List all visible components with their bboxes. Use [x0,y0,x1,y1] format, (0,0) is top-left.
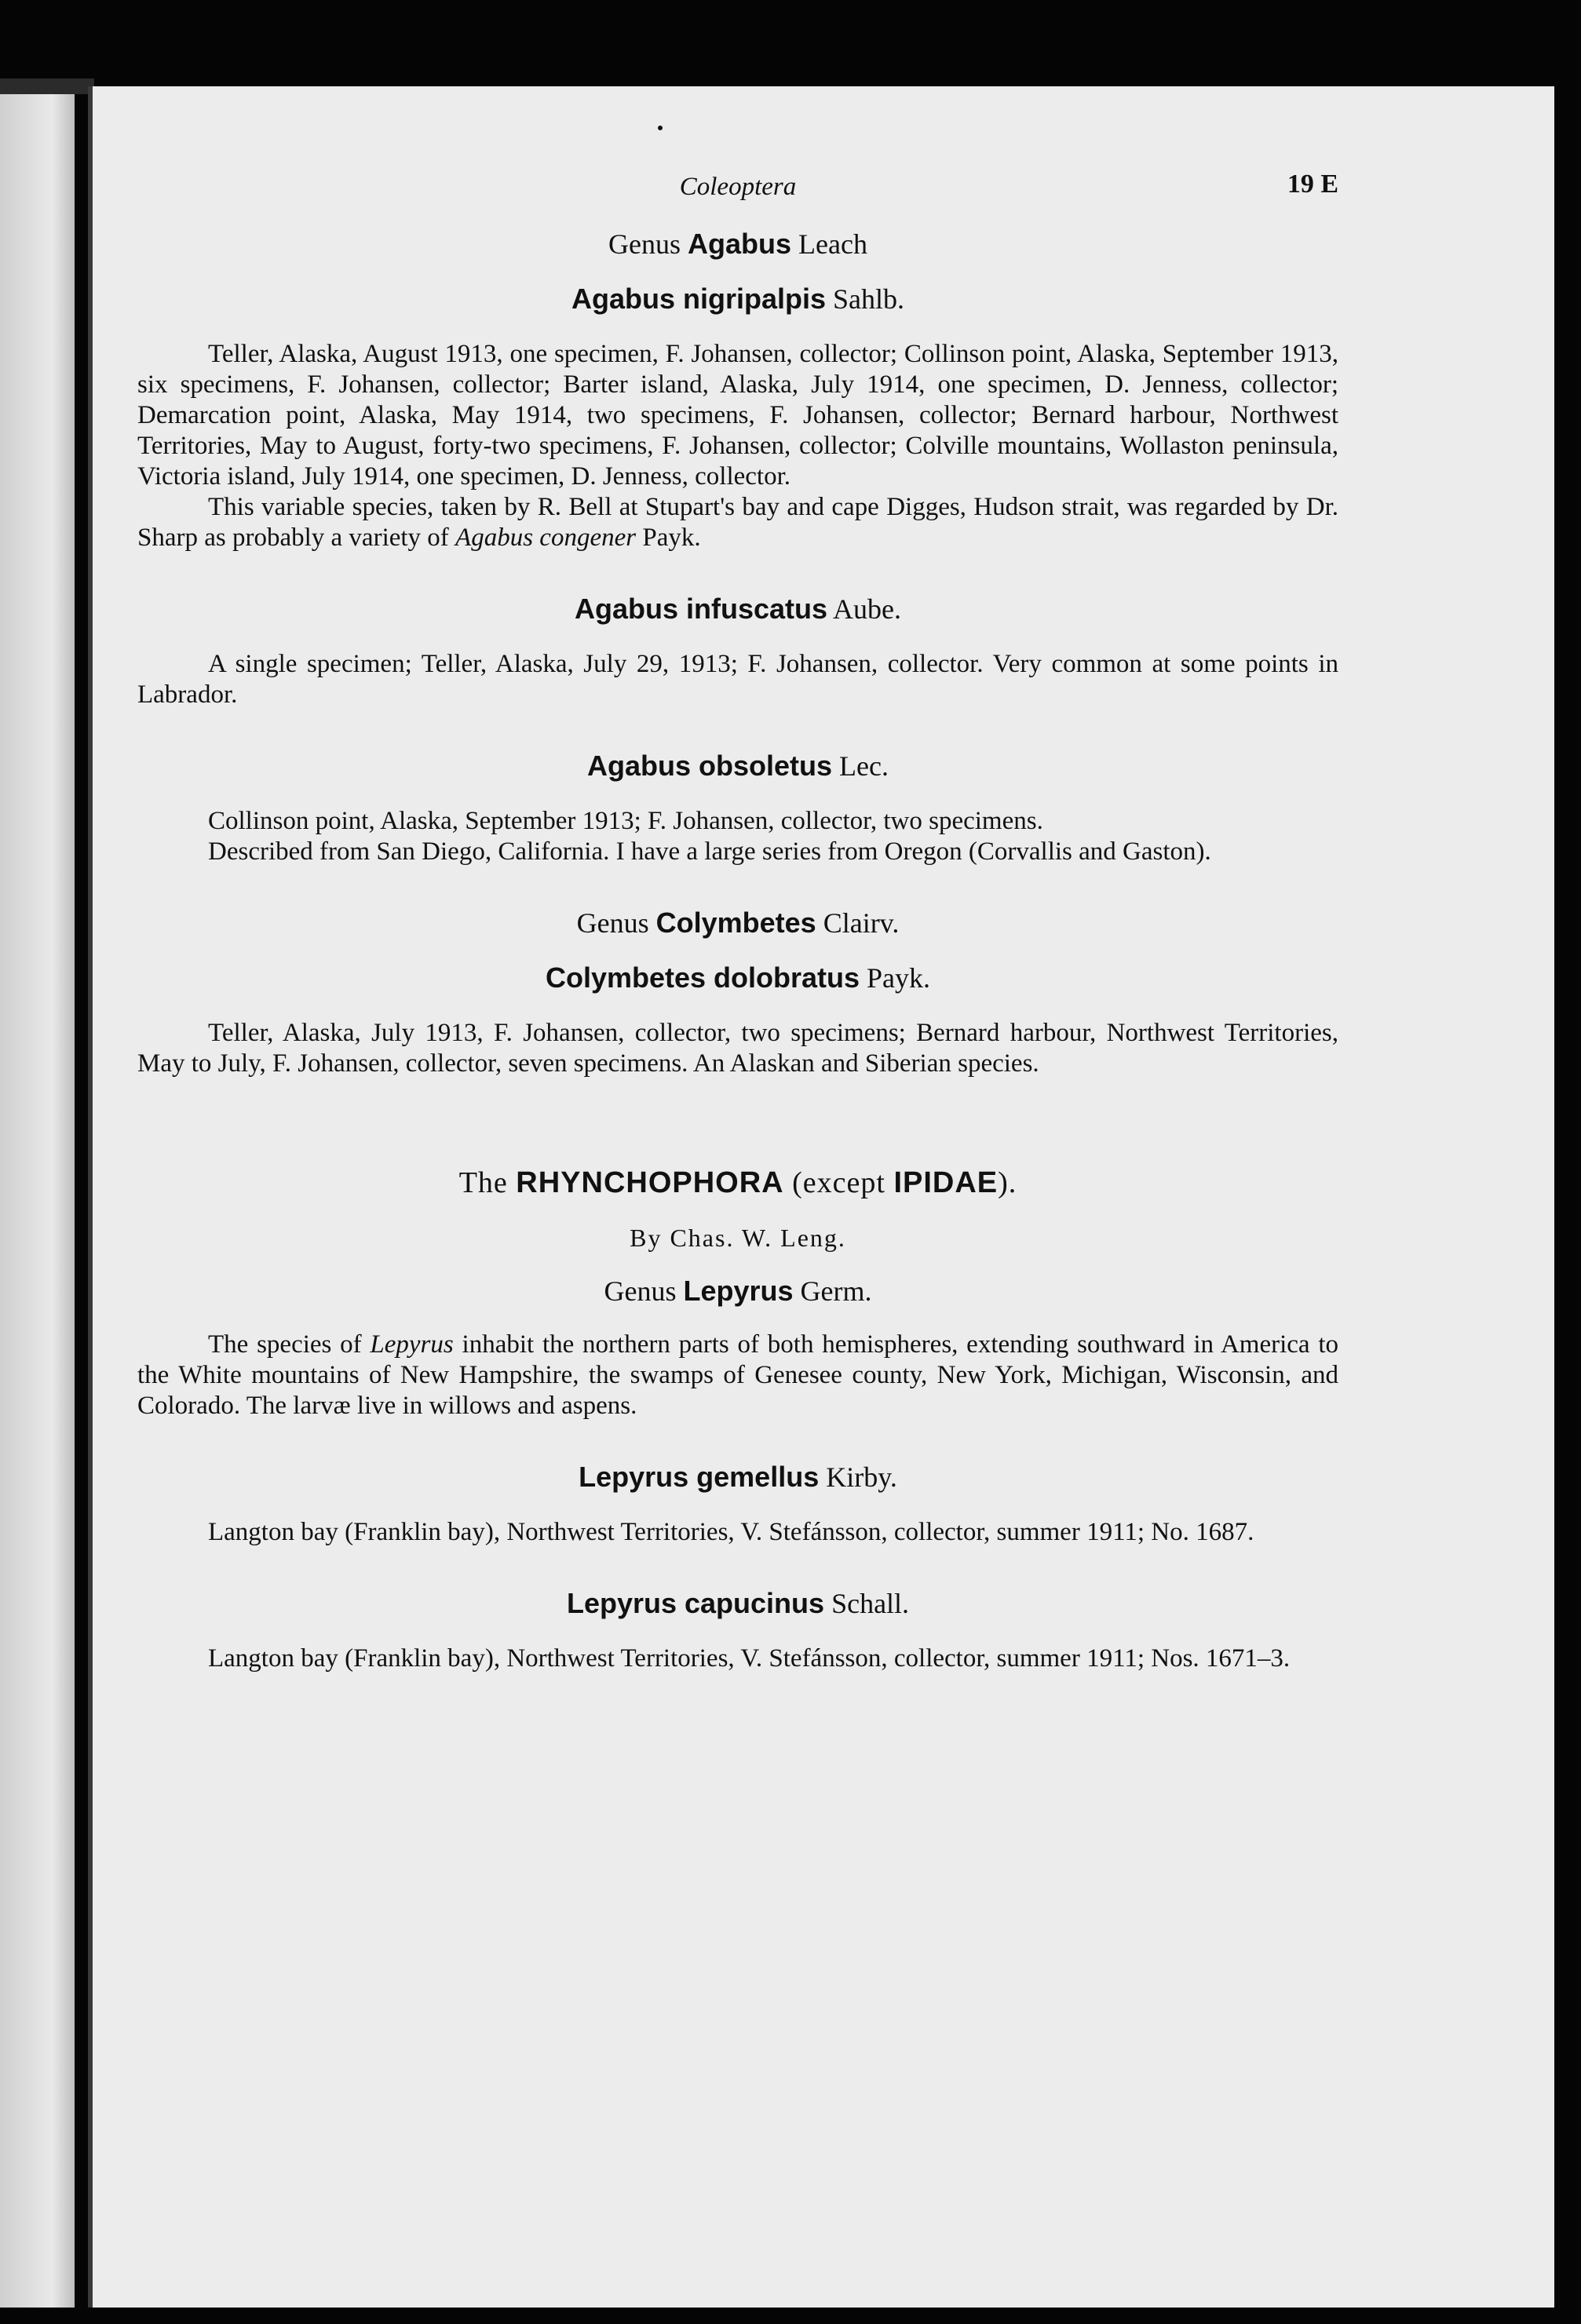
scan-speck [658,126,663,130]
author-byline: By Chas. W. Leng. [630,1224,846,1252]
species-name: Agabus obsoletus [587,750,833,782]
facing-page-rule [0,78,94,94]
section-prefix: The [458,1166,508,1199]
spacer [137,1548,1338,1579]
body-paragraph: Collinson point, Alaska, September 1913; F. Johansen, collector, two specimens. [208,807,1043,835]
species-name: Agabus nigripalpis [571,283,827,315]
spacer [137,710,1338,742]
genus-author: Germ. [800,1275,872,1307]
species-author: Sahlb. [833,283,905,315]
species-author: Aube. [833,593,902,625]
paragraph-group [137,1330,1338,1421]
spacer [137,553,1338,585]
body-paragraph: Described from San Diego, California. I have a large series from Oregon (Corvallis and Gaston). [208,837,1211,866]
genus-prefix: Genus [608,228,681,260]
section-name: RHYNCHOPHORA [516,1166,784,1199]
paragraph-group [137,1018,1338,1079]
body-paragraph: Langton bay (Franklin bay), Northwest Territories, V. Stefánsson, collector, summer 1911; Nos. 1671–3. [208,1644,1291,1673]
spacer [137,1079,1338,1111]
genus-name: Lepyrus [683,1275,794,1307]
species-name: Lepyrus capucinus [566,1587,825,1619]
spacer [137,867,1338,899]
page-number: 19 E [1287,170,1338,199]
species-heading [137,1587,1338,1620]
genus-author: Clairv. [823,907,900,939]
text-body [137,228,1338,1706]
facing-page-edge [0,78,75,2308]
spacer [137,1421,1338,1453]
body-paragraph: A single specimen; Teller, Alaska, July 29, 1913; F. Johansen, collector. Very common at some points in Labrador. [137,650,1338,709]
species-author: Payk. [867,962,931,994]
body-paragraph: Teller, Alaska, August 1913, one specimen, F. Johansen, collector; Collinson point, Alaska, September 1913, six specimens, F. Johansen, collector; Barter island, Alaska, July 1914, one specimen, D. Jenness, collector; Demarcation point, Alaska, May 1914, two specimens, F. Johansen, collector; Bernard harbour, Northwest Territories, May to August, forty-two specimens, F. Johansen, collector; Colville mountains, Wollaston peninsula, Victoria island, July 1914, one specimen, D. Jenness, collector. [137,340,1338,491]
genus-prefix: Genus [576,907,649,939]
species-name: Lepyrus gemellus [579,1461,820,1493]
genus-heading [137,907,1338,939]
running-title: Coleoptera [679,173,797,201]
page-content [137,165,1338,1706]
section-heading [137,1166,1338,1200]
species-heading [137,283,1338,316]
paragraph-group [137,1517,1338,1548]
genus-heading [137,228,1338,261]
species-author: Kirby. [826,1461,897,1493]
species-name: Agabus infuscatus [574,593,828,625]
section-paren-close: ). [998,1166,1017,1199]
paragraph-group [137,649,1338,710]
section-paren-open: (except [792,1166,885,1199]
running-header [137,165,1338,220]
species-heading [137,1461,1338,1494]
species-name: Colymbetes dolobratus [545,961,860,994]
species-heading [137,593,1338,626]
body-paragraph: This variable species, taken by R. Bell at Stupart's bay and cape Digges, Hudson strait, was regarded by Dr. Sharp as probably a variety of Agabus congener Payk. [137,493,1338,552]
species-author: Lec. [839,750,889,782]
body-paragraph: Langton bay (Franklin bay), Northwest Territories, V. Stefánsson, collector, summer 1911; No. 1687. [208,1518,1254,1546]
genus-name: Agabus [688,228,792,260]
paragraph-group [137,339,1338,553]
body-paragraph: Teller, Alaska, July 1913, F. Johansen, collector, two specimens; Bernard harbour, Northwest Territories, May to July, F. Johansen, collector, seven specimens. An Alaskan and Siberian species. [137,1019,1338,1078]
genus-prefix: Genus [604,1275,677,1307]
section-paren-name: IPIDAE [893,1166,999,1199]
species-heading [137,750,1338,783]
genus-author: Leach [798,228,867,260]
paragraph-group [137,1644,1338,1674]
genus-name: Colymbetes [655,907,816,939]
body-paragraph: The species of Lepyrus inhabit the northern parts of both hemispheres, extending southward in America to the White mountains of New Hampshire, the swamps of Genesee county, New York, Michigan, Wisconsin, and Colorado. The larvæ live in willows and aspens. [137,1330,1338,1420]
species-author: Schall. [831,1588,910,1619]
species-heading [137,961,1338,994]
paragraph-group [137,806,1338,867]
genus-heading [137,1275,1338,1308]
spacer [137,1674,1338,1706]
